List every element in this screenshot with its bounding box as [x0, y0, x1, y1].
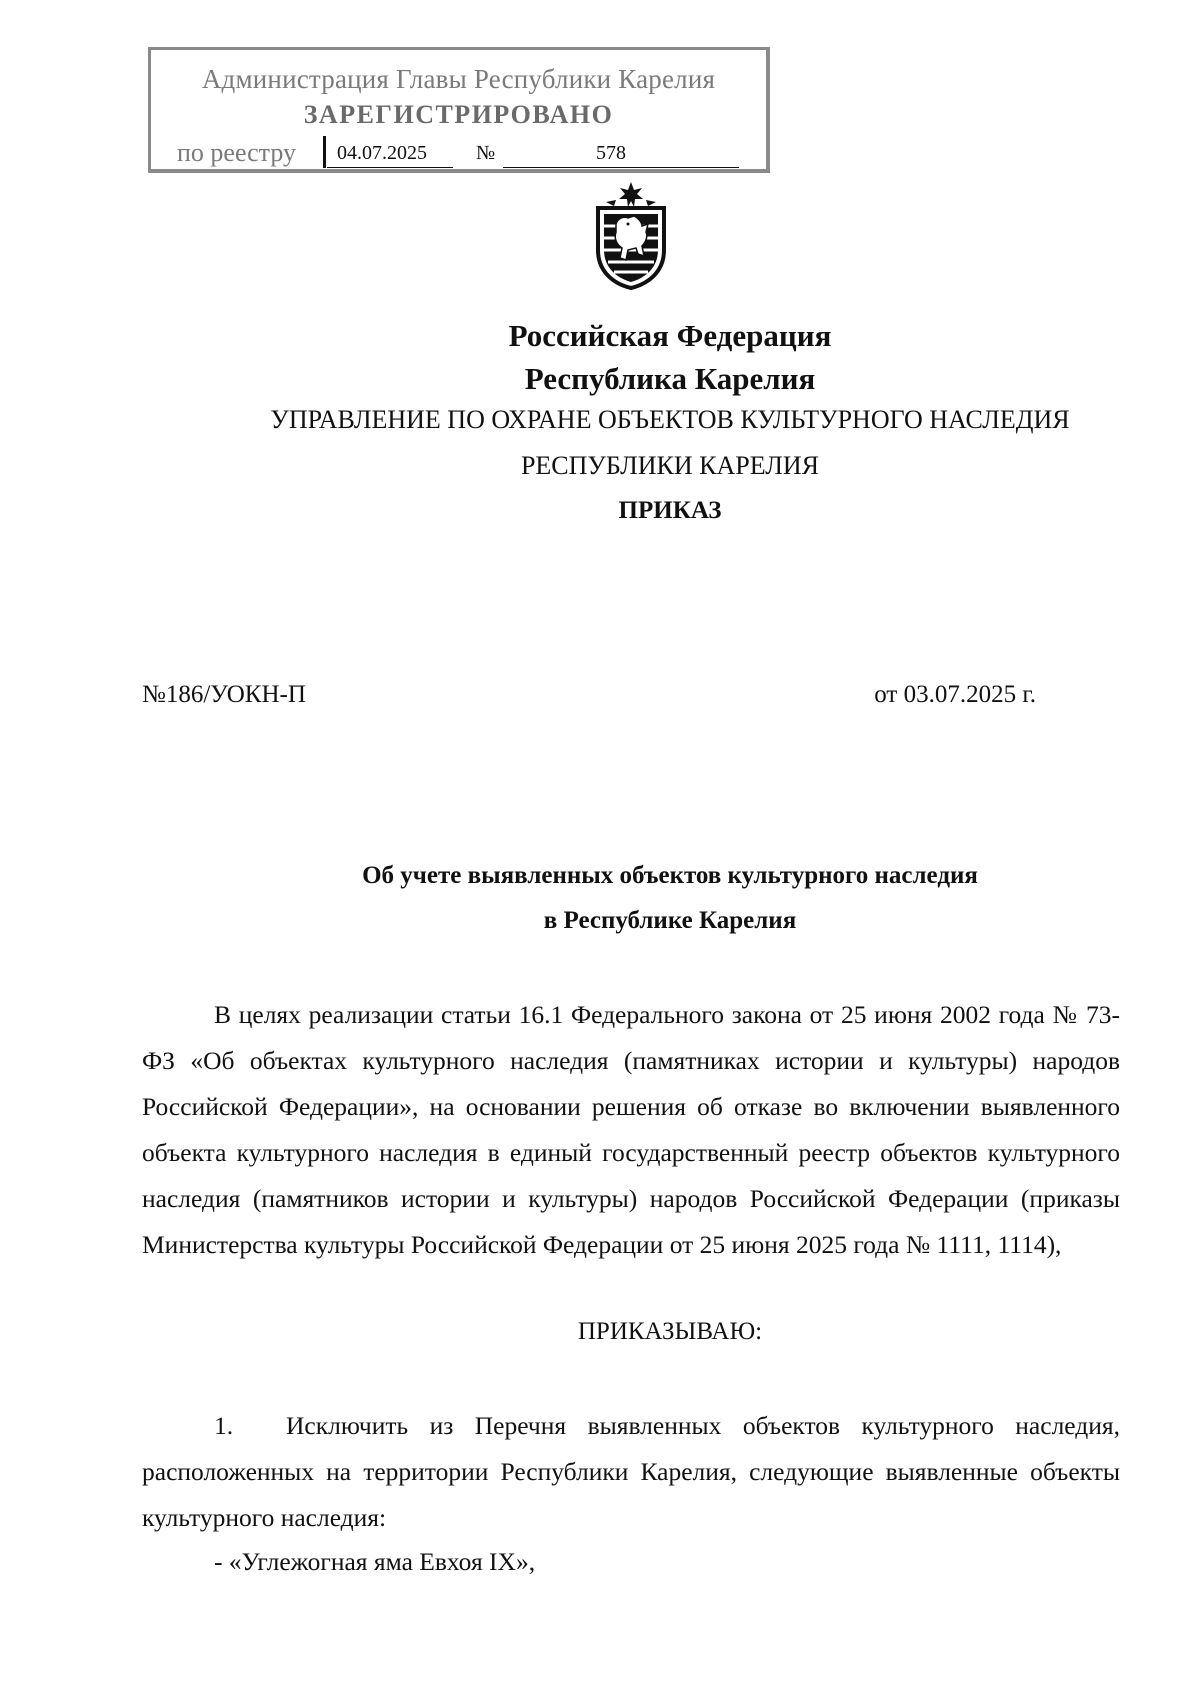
item-1-paragraph: [142, 1403, 1120, 1541]
header-doc-type: ПРИКАЗ: [618, 497, 722, 524]
header-department-line2: РЕСПУБЛИКИ КАРЕЛИЯ: [520, 451, 820, 480]
command-word: ПРИКАЗЫВАЮ:: [577, 1318, 763, 1345]
document-title-line2: в Республике Карелия: [543, 907, 797, 934]
header-country: Российская Федерация: [508, 318, 832, 353]
coat-of-arms-icon: [588, 180, 674, 290]
stamp-registered-label: ЗАРЕГИСТРИРОВАНО: [303, 100, 614, 129]
stamp-date: 04.07.2025: [337, 142, 427, 164]
header-republic: Республика Карелия: [524, 361, 816, 396]
list-item: - «Углежогная яма Евхоя IX»,: [214, 1547, 536, 1576]
preamble-paragraph: [142, 992, 1120, 1268]
stamp-number-underline: [503, 167, 739, 168]
stamp-divider: [323, 136, 326, 168]
header-department-line1: УПРАВЛЕНИЕ ПО ОХРАНЕ ОБЪЕКТОВ КУЛЬТУРНОГО НАСЛЕДИЯ: [270, 405, 1070, 434]
stamp-date-underline: [327, 167, 453, 168]
item-1-text: Исключить из Перечня выявленных объектов культурного наследия, расположенных на территории Республики Карелия, следующие выявленные объекты культурного наследия:: [142, 1411, 1120, 1532]
preamble-text: В целях реализации статьи 16.1 Федерального закона от 25 июня 2002 года № 73-ФЗ «Об объектах культурного наследия (памятниках истории и культуры) народов Российской Федерации», на основании решения об отказе во включении выявленного объекта культурного наследия в единый государственный реестр объектов культурного наследия (памятников истории и культуры) народов Российской Федерации (приказы Министерства культуры Российской Федерации от 25 июня 2025 года № 1111, 1114),: [142, 1000, 1120, 1259]
item-1-number: 1.: [214, 1411, 234, 1440]
registration-stamp: [148, 47, 770, 173]
order-date: от 03.07.2025 г.: [874, 681, 1036, 708]
stamp-number: 578: [596, 142, 626, 164]
stamp-authority: Администрация Главы Республики Карелия: [201, 64, 716, 94]
stamp-registry-label: по реестру: [177, 138, 297, 167]
document-title-line1: Об учете выявленных объектов культурного наследия: [362, 862, 978, 889]
order-number: №186/УОКН-П: [142, 681, 306, 708]
stamp-number-sign: №: [476, 142, 496, 164]
